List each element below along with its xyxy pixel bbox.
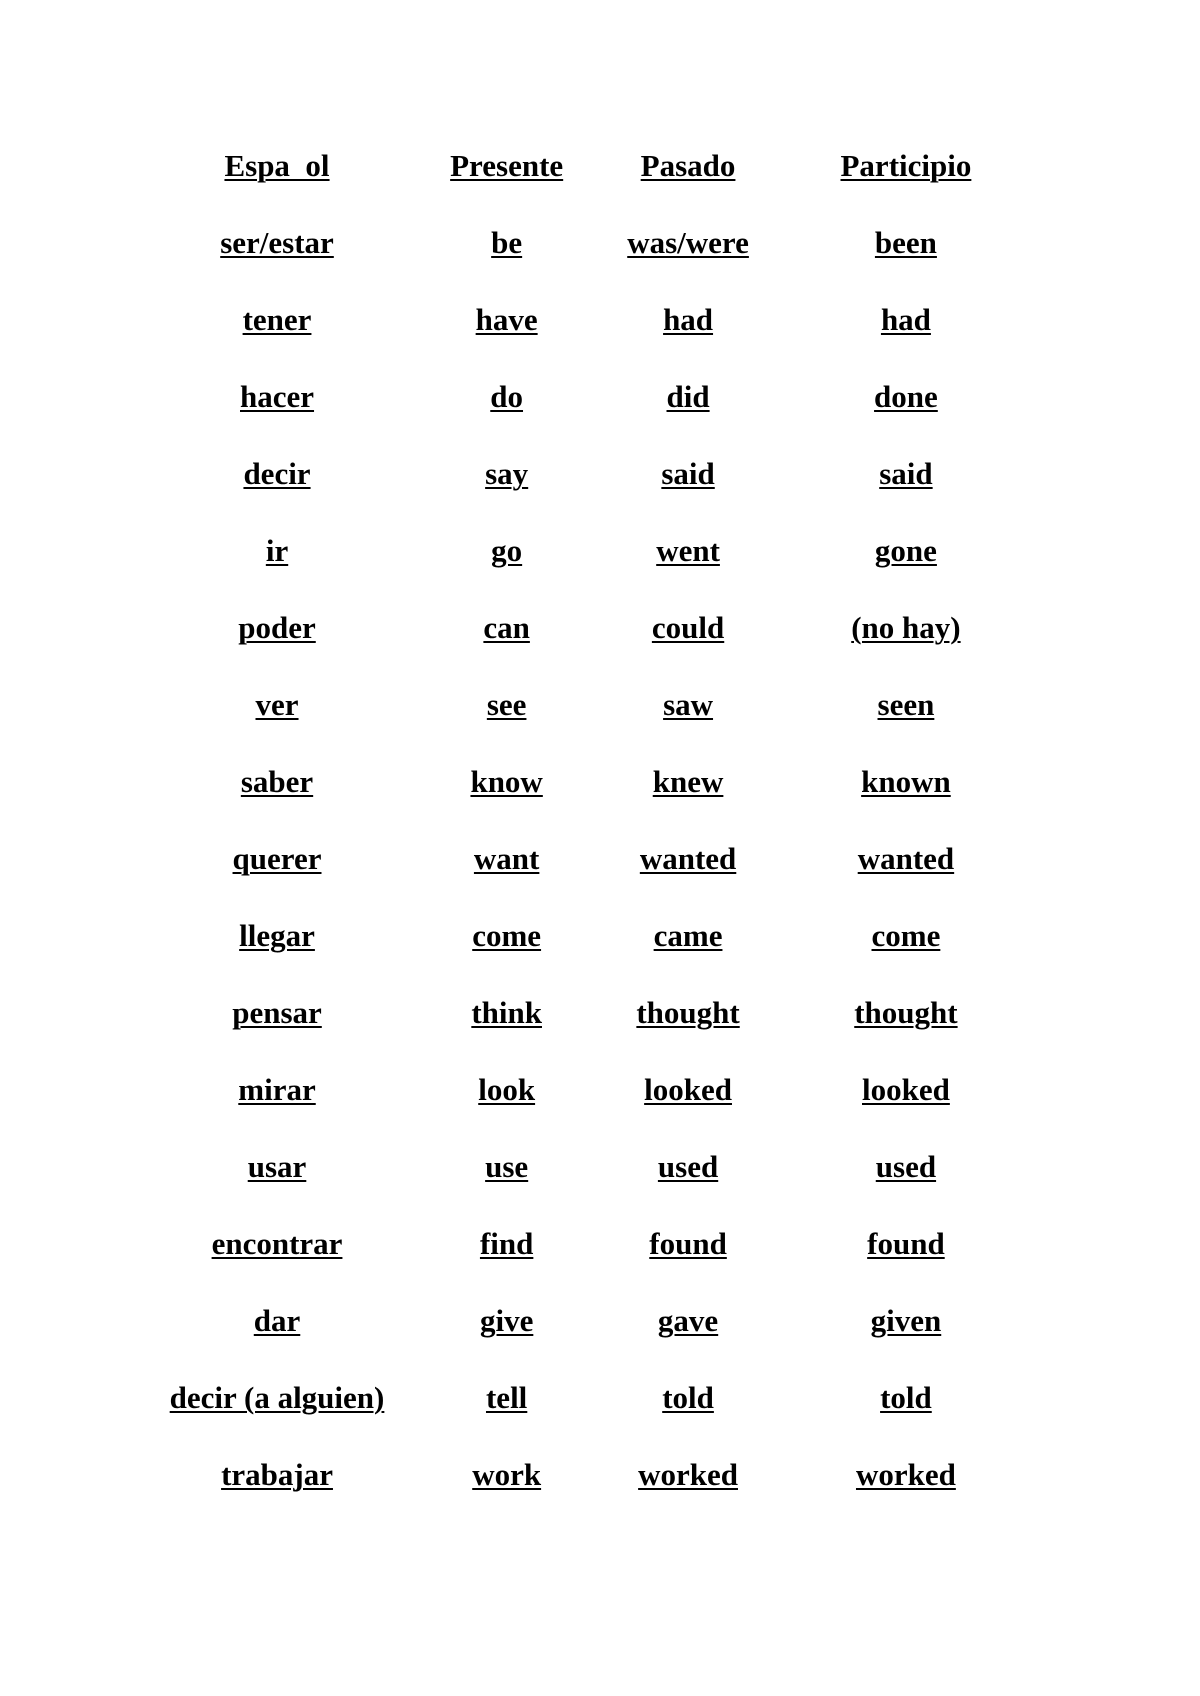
table-row	[160, 535, 1000, 612]
cell-participle: known	[861, 764, 951, 799]
cell-spanish: saber	[240, 764, 314, 799]
table-row	[160, 1305, 1000, 1382]
cell-present: find	[479, 1226, 534, 1261]
cell-spanish: encontrar	[211, 1226, 343, 1261]
header-participle: Participio	[840, 148, 972, 183]
table-row	[160, 843, 1000, 920]
table-row	[160, 304, 1000, 381]
cell-present: go	[491, 533, 523, 568]
table-row	[160, 920, 1000, 997]
cell-participle: gone	[874, 533, 937, 568]
table-row	[160, 612, 1000, 689]
cell-present: think	[471, 995, 542, 1030]
cell-past: wanted	[639, 841, 737, 876]
cell-present: say	[485, 456, 529, 491]
cell-present: tell	[485, 1380, 528, 1415]
table-row	[160, 997, 1000, 1074]
cell-participle: told	[880, 1380, 932, 1415]
cell-present: see	[486, 687, 527, 722]
table-row	[160, 458, 1000, 535]
cell-past: found	[649, 1226, 727, 1261]
cell-past: looked	[644, 1072, 732, 1107]
cell-participle: thought	[854, 995, 958, 1030]
cell-participle: given	[870, 1303, 942, 1338]
cell-past: did	[666, 379, 710, 414]
table-row	[160, 689, 1000, 766]
cell-participle: looked	[862, 1072, 950, 1107]
verb-table	[160, 150, 1000, 1536]
cell-spanish: hacer	[240, 379, 315, 414]
table-row	[160, 1228, 1000, 1305]
cell-participle: said	[879, 456, 933, 491]
cell-present: use	[485, 1149, 529, 1184]
cell-present: come	[472, 918, 542, 953]
table-row	[160, 766, 1000, 843]
cell-past: came	[653, 918, 723, 953]
cell-participle: seen	[877, 687, 935, 722]
cell-participle: come	[871, 918, 941, 953]
cell-spanish: dar	[253, 1303, 301, 1338]
cell-past: went	[656, 533, 720, 568]
cell-present: know	[470, 764, 543, 799]
header-present: Presente	[450, 148, 564, 183]
cell-spanish: tener	[242, 302, 312, 337]
cell-present: do	[490, 379, 524, 414]
table-row	[160, 1151, 1000, 1228]
table-row	[160, 1459, 1000, 1536]
table-row	[160, 227, 1000, 304]
cell-past: worked	[638, 1457, 738, 1492]
cell-spanish: ir	[265, 533, 289, 568]
header-row	[160, 150, 1000, 227]
cell-participle: worked	[855, 1457, 956, 1492]
header-past: Pasado	[640, 148, 736, 183]
cell-past: said	[661, 456, 715, 491]
cell-past: used	[657, 1149, 719, 1184]
cell-present: be	[491, 225, 523, 260]
cell-spanish: llegar	[239, 918, 315, 953]
table-row	[160, 381, 1000, 458]
cell-past: thought	[636, 995, 740, 1030]
table-row	[160, 1382, 1000, 1459]
cell-participle: used	[875, 1149, 937, 1184]
cell-participle: been	[874, 225, 937, 260]
table-row	[160, 1074, 1000, 1151]
cell-present: work	[472, 1457, 542, 1492]
cell-present: look	[478, 1072, 536, 1107]
cell-spanish: ser/estar	[220, 225, 334, 260]
cell-spanish: trabajar	[221, 1457, 333, 1492]
cell-participle: found	[867, 1226, 945, 1261]
cell-past: gave	[657, 1303, 719, 1338]
cell-spanish: decir (a alguien)	[169, 1380, 385, 1415]
cell-past: could	[651, 610, 725, 645]
cell-spanish: usar	[247, 1149, 307, 1184]
cell-past: saw	[663, 687, 714, 722]
cell-participle: done	[874, 379, 938, 414]
cell-past: knew	[652, 764, 724, 799]
cell-spanish: mirar	[238, 1072, 316, 1107]
cell-participle: (no hay)	[851, 610, 961, 645]
cell-past: was/were	[627, 225, 749, 260]
cell-past: told	[662, 1380, 714, 1415]
cell-present: give	[479, 1303, 534, 1338]
cell-spanish: decir	[243, 456, 311, 491]
cell-present: want	[473, 841, 540, 876]
cell-past: had	[663, 302, 714, 337]
cell-spanish: querer	[232, 841, 322, 876]
cell-participle: wanted	[857, 841, 955, 876]
cell-spanish: ver	[255, 687, 299, 722]
cell-present: have	[475, 302, 538, 337]
cell-spanish: poder	[238, 610, 316, 645]
cell-present: can	[483, 610, 530, 645]
header-spanish: Espa ol	[224, 148, 330, 183]
cell-participle: had	[880, 302, 931, 337]
cell-spanish: pensar	[232, 995, 322, 1030]
